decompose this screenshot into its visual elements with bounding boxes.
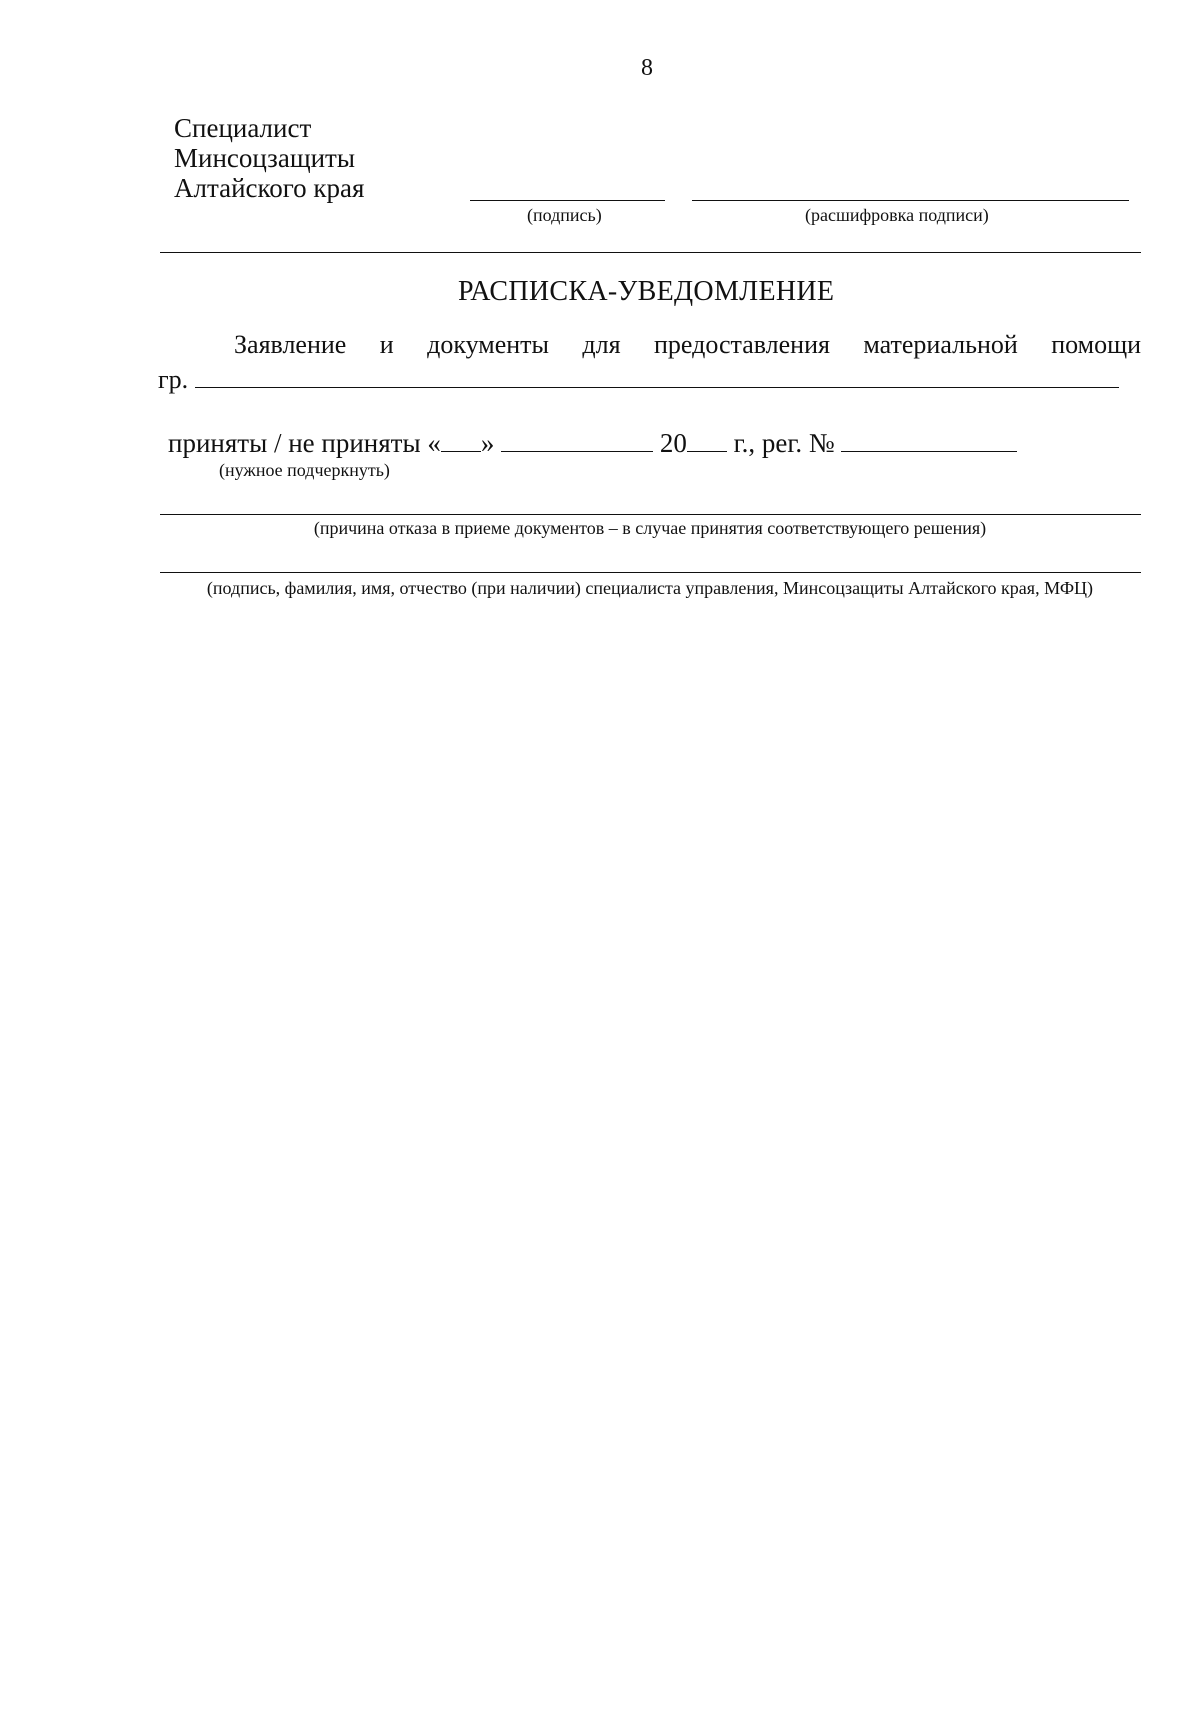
- specialist-line-2: Минсоцзащиты: [174, 143, 355, 173]
- specialist-line-1: Специалист: [174, 113, 312, 143]
- year-field[interactable]: [687, 429, 727, 452]
- refusal-reason-line[interactable]: [160, 514, 1141, 515]
- day-field[interactable]: [441, 429, 481, 452]
- specialist-signature-caption: (подпись, фамилия, имя, отчество (при наличии) специалиста управления, Минсоцзащиты Алтайского края, МФЦ): [206, 578, 1094, 598]
- specialist-line-3: Алтайского края: [174, 173, 365, 203]
- page-number: 8: [641, 55, 653, 81]
- signature-decoding-line: [692, 200, 1129, 201]
- year-prefix: 20: [659, 428, 687, 458]
- receipt-paragraph: Заявление и документы для предоставления материальной помощи: [234, 330, 1141, 359]
- month-field[interactable]: [501, 429, 653, 452]
- citizen-name-field[interactable]: [195, 365, 1119, 388]
- accepted-text[interactable]: приняты / не приняты: [168, 428, 421, 458]
- specialist-block: [174, 113, 364, 203]
- refusal-reason-caption: (причина отказа в приеме документов – в случае принятия соответствующего решения): [313, 518, 987, 538]
- reg-number-label: г., рег. №: [733, 428, 835, 458]
- signature-decoding-caption: (расшифровка подписи): [805, 205, 989, 225]
- acceptance-line: [168, 428, 1017, 459]
- quote-close: »: [480, 428, 495, 458]
- quote-open: «: [427, 428, 441, 458]
- citizen-line: [158, 365, 1119, 395]
- citizen-prefix: гр.: [158, 365, 189, 394]
- reg-number-field[interactable]: [841, 429, 1017, 452]
- specialist-signature-line[interactable]: [160, 572, 1141, 573]
- signature-line: [470, 200, 665, 201]
- receipt-title: РАСПИСКА-УВЕДОМЛЕНИЕ: [458, 276, 835, 307]
- section-divider: [160, 252, 1141, 253]
- underline-note: (нужное подчеркнуть): [219, 460, 390, 480]
- signature-caption: (подпись): [527, 205, 602, 225]
